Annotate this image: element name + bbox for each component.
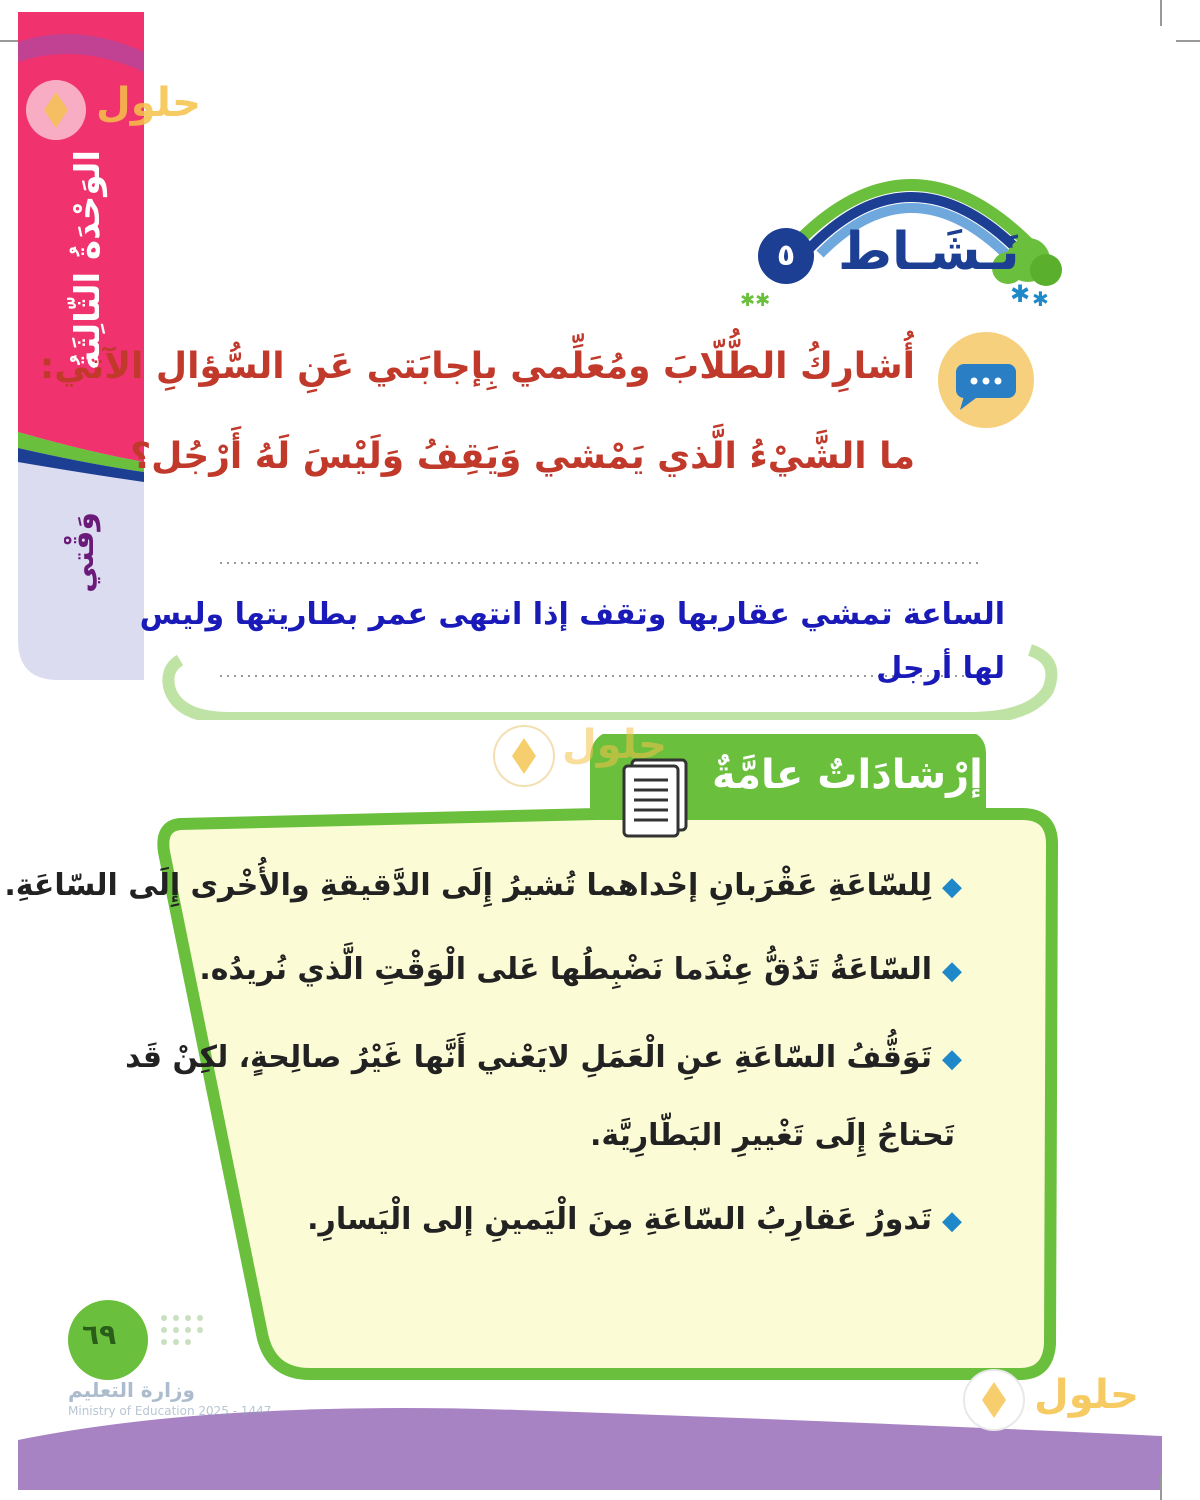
guidelines-title: إرْشادَاتٌ عامَّةٌ: [712, 752, 983, 798]
crop-mark: [1160, 0, 1162, 26]
activity-label: نَـشَـاط: [838, 222, 1020, 282]
guideline-item-continuation: تَحتاجُ إِلَى تَغْييرِ البَطّارِيَّة.: [589, 1118, 955, 1153]
svg-text:✱✱: ✱✱: [740, 290, 771, 311]
watermark-logo-icon: [962, 1368, 1026, 1432]
ministry-logo-text: وزارة التعليم: [68, 1378, 195, 1402]
question-line-1: أُشارِكُ الطُّلّابَ ومُعَلِّمي بِإجابَتي عَنِ السُّؤالِ الآتي:: [39, 346, 915, 387]
watermark-logo-icon: [24, 78, 88, 142]
crop-mark: [1160, 1474, 1162, 1500]
document-list-icon: [618, 756, 690, 838]
answer-text[interactable]: الساعة تمشي عقاربها وتقف إذا انتهى عمر بطاريتها وليس لها أرجل: [139, 597, 1005, 686]
guideline-item: ◆السّاعَةُ تَدُقُّ عِنْدَما نَضْبِطُها عَلى الْوَقْتِ الَّذي نُريدُه.: [199, 952, 962, 987]
guideline-item: ◆لِلسّاعَةِ عَقْرَبانِ إحْداهما تُشيرُ إِلَى الدَّقيقةِ والأُخْرى إِلَى السّاعَةِ.: [4, 868, 962, 903]
activity-number-badge: ٥: [758, 228, 814, 284]
unit-name: وَقْتي: [66, 512, 101, 593]
crop-mark: [1176, 40, 1200, 42]
chat-bubble-icon: [934, 326, 1038, 436]
watermark-text: حلول: [96, 80, 201, 126]
watermark-logo-icon: [492, 724, 556, 788]
question-line-2: ما الشَّيْءُ الَّذي يَمْشي وَيَقِفُ وَلَيْسَ لَهُ أَرْجُل؟: [130, 436, 915, 477]
watermark-text: حلول: [1034, 1372, 1139, 1418]
crop-mark: [0, 40, 18, 42]
page-number: ٦٩: [82, 1318, 117, 1351]
rainbow-icon: [770, 120, 1070, 320]
watermark-text: حلول: [562, 722, 667, 768]
unit-title: الوَحْدَةُ الثّالِثَةُ: [68, 150, 108, 371]
diamond-bullet-icon: ◆: [942, 872, 962, 902]
svg-text:✱: ✱: [1032, 287, 1049, 311]
sparkle-icon: [740, 284, 790, 314]
page-number-badge: [52, 1298, 212, 1382]
diamond-bullet-icon: ◆: [942, 956, 962, 986]
guideline-item: ◆تَدورُ عَقارِبُ السّاعَةِ مِنَ الْيَمينِ إلى الْيَسارِ.: [307, 1202, 962, 1237]
guideline-item: ◆تَوَقُّفُ السّاعَةِ عنِ الْعَمَلِ لايَعْني أَنَّها غَيْرُ صالِحةٍ، لكِنْ قَد: [125, 1040, 962, 1075]
diamond-bullet-icon: ◆: [942, 1206, 962, 1236]
svg-text:✱: ✱: [1010, 280, 1031, 308]
diamond-bullet-icon: ◆: [942, 1044, 962, 1074]
ministry-logo-subtext: Ministry of Education 2025 - 1447: [68, 1404, 272, 1418]
